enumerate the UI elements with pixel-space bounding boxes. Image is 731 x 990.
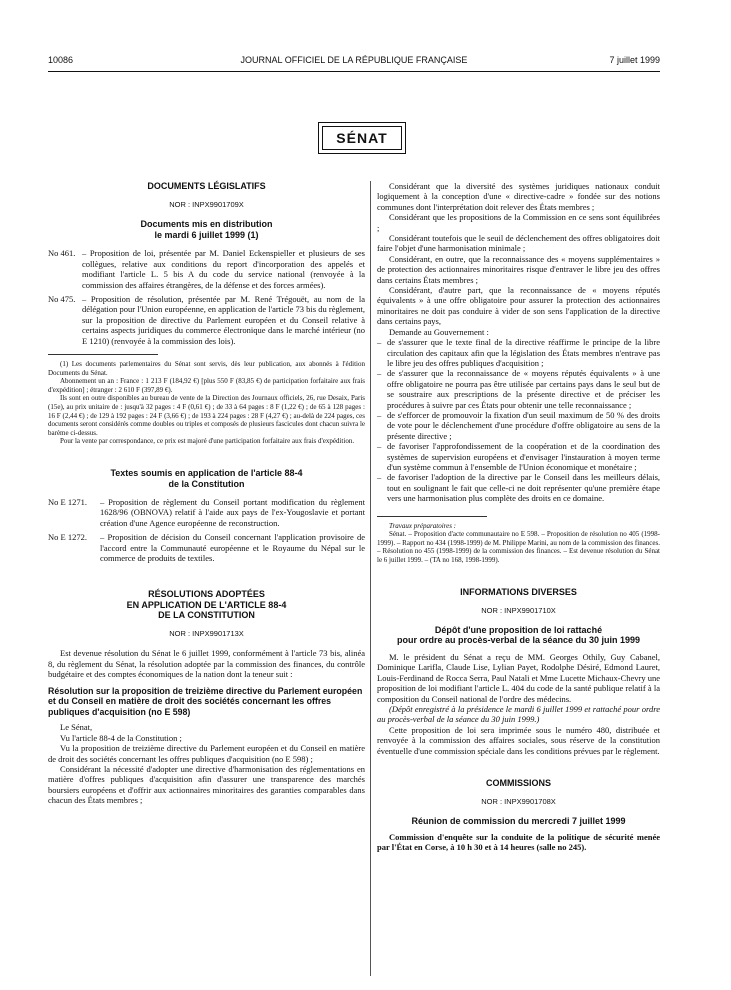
demande-intro: Demande au Gouvernement : <box>389 326 489 337</box>
resol-title-2: EN APPLICATION DE L'ARTICLE 88-4 <box>126 599 287 610</box>
considerant-para: Considérant, en outre, que la reconnaissance des « moyens supplémentaires » de protection des actionnaires minoritaires risque d'entraver le libre jeu des offres dans certains États membres ; <box>377 253 660 285</box>
reunion-title: Réunion de commission du mercredi 7 juillet 1999 <box>411 816 626 827</box>
resol-para: Vu l'article 88-4 de la Constitution ; <box>60 732 182 743</box>
distrib-title-2: le mardi 6 juillet 1999 (1) <box>154 229 259 240</box>
resol-para: Vu la proposition de treizième directive du Parlement européen et du Conseil en matière de droit des sociétés concernant les offres publiques d'acquisition (no E 598) ; <box>48 743 365 764</box>
page-number: 10086 <box>48 55 74 65</box>
demands-list <box>377 337 660 504</box>
footnote: Ils sont en outre disponibles au bureau de vente de la Direction des Journaux officiels, 26, rue Desaix, Paris (15e), au prix unitaire de : jusqu'à 32 pages : 4 F (0,61 €) ; de 33 à 64 pages : 8 F (1,22 €) ; de 65 à 128 pages : 16 F (2,44 €) ; de 129 à 192 pages : 24 F (3,66 €) ; de 193 à 224 pages : 28 F (4,27 €) ; au-delà de 224 pages, ces documents seront considérés comme doubles ou triples et composés de plusieurs fascicules dont chacun suivra le barème ci-dessus. <box>48 394 365 437</box>
list-item: – de favoriser l'adoption de la directive par le Conseil dans les meilleurs délais, tout en soulignant le fait que celle-ci ne doit représenter qu'une première étape vers une harmonisation plus complète des droits en ce domaine. <box>377 472 660 504</box>
entry-number: No E 1271. <box>48 497 87 507</box>
resol-title-1: RÉSOLUTIONS ADOPTÉES <box>148 589 265 600</box>
resol-nor: NOR : INPX9901713X <box>169 628 244 638</box>
info-title: INFORMATIONS DIVERSES <box>460 586 577 597</box>
entry-number: No 475. <box>48 294 76 305</box>
document-entry <box>48 248 365 290</box>
document-entry <box>48 294 365 346</box>
resol-para: Le Sénat, <box>60 722 93 733</box>
list-item: – de s'assurer que la reconnaissance de « moyens réputés équivalents » à une offre obligatoire ne pourra pas être utilisée par certains pays dans le seul but de se soustraire aux prescriptions de la présente directive et de préciser les procédures à suivre par ces États pour obtenir une telle reconnaissance ; <box>377 368 660 410</box>
issue-date: 7 juillet 1999 <box>609 55 660 65</box>
depot-para: M. le président du Sénat a reçu de MM. Georges Othily, Guy Cabanel, Dominique Larifla, Claude Lise, Lylian Payet, Rodolphe Désiré, Edmond Lauret, Louis-Ferdinand de Rocca Serra, Paul Natali et Mme Lucette Michaux-Chevry une proposition de loi modifiant l'article L. 404 du code de la santé publique relatif à la composition du Conseil national de l'ordre des médecins. <box>377 651 661 704</box>
prep-rule <box>377 516 487 517</box>
prep-label: Travaux préparatoires : <box>389 521 457 530</box>
footnote: (1) Les documents parlementaires du Sénat sont servis, dès leur publication, aux abonnés à l'édition Documents du Sénat. <box>48 360 365 377</box>
considerant-para: Considérant que les propositions de la Commission en ce sens sont équilibrées ; <box>377 212 660 233</box>
docs-nor: NOR : INPX9901709X <box>169 200 244 209</box>
comm-title: COMMISSIONS <box>485 778 551 789</box>
textes-entry <box>48 497 365 528</box>
resol-title-3: DE LA CONSTITUTION <box>158 610 255 621</box>
entry-text: – Proposition de loi, présentée par M. Daniel Eckenspieller et plusieurs de ses collègues, relative aux conditions du report d'incorporation des appelés et modifiant l'article L. 5 bis A du code du service national (renvoyée à la commission des affaires étrangères, de la défense et des forces armées). <box>82 248 365 290</box>
textes-title-2: de la Constitution <box>168 478 245 489</box>
left-column <box>48 181 365 806</box>
journal-title: JOURNAL OFFICIEL DE LA RÉPUBLIQUE FRANÇAISE <box>240 55 468 65</box>
page-header <box>48 55 660 69</box>
list-item: – de s'efforcer de promouvoir la fixation d'un seuil maximum de 50 % des droits de vote pour le déclenchement d'une procédure d'offre obligatoire au sens de la présente directive ; <box>377 409 660 441</box>
depot-para: Cette proposition de loi sera imprimée sous le numéro 480, distribuée et renvoyée à la commission des affaires sociales, sous réserve de la constitution éventuelle d'une commission spéciale dans les conditions prévues par le règlement. <box>377 724 660 756</box>
entry-text: – Proposition de résolution, présentée par M. René Trégouët, au nom de la délégation pour l'Union européenne, en application de l'article 73 bis du règlement, sur la proposition de directive du Parlement européen et du Conseil relative à certains aspects juridiques du commerce électronique dans le marché intérieur (no E 1210) (renvoyée à la commission des lois). <box>82 294 365 346</box>
depot-title-1: Dépôt d'une proposition de loi rattaché <box>434 624 603 635</box>
footnote-rule <box>48 354 158 355</box>
distrib-title-1: Documents mis en distribution <box>140 219 273 230</box>
entry-text: – Proposition de décision du Conseil concernant l'application provisoire de l'accord entre la Communauté européenne et le Royaume du Népal sur le commerce de produits de textiles. <box>100 532 365 564</box>
docs-title: DOCUMENTS LÉGISLATIFS <box>147 181 266 191</box>
reunion-text: Commission d'enquête sur la conduite de la politique de sécurité menée par l'État en Corse, à 10 h 30 et à 14 heures (salle no 245). <box>377 831 660 853</box>
senat-box <box>318 122 406 154</box>
header-rule <box>48 71 660 72</box>
senat-label: SÉNAT <box>322 126 402 150</box>
textes-entry <box>48 532 365 563</box>
considerant-para: Considérant que la diversité des systèmes juridiques nationaux conduit logiquement à la conception d'une « directive-cadre » fondée sur des notions communes dont l'interprétation doit relever des États membres ; <box>377 181 660 212</box>
considerant-para: Considérant toutefois que le seuil de déclenchement des offres obligatoires doit faire l'objet d'une harmonisation minimale ; <box>377 233 660 254</box>
column-divider <box>370 181 371 976</box>
info-nor: NOR : INPX9901710X <box>481 605 556 615</box>
comm-nor: NOR : INPX9901708X <box>481 797 556 807</box>
right-column <box>377 181 660 853</box>
resol-intro: Est devenue résolution du Sénat le 6 juillet 1999, conformément à l'article 73 bis, alinéa 8, du règlement du Sénat, la résolution adoptée par la commission des finances, du contrôle budgétaire et des comptes économiques de la nation dont la teneur suit : <box>48 648 365 680</box>
list-item: – de s'assurer que le texte final de la directive réaffirme le principe de la libre circulation des capitaux afin que la législation des États membres n'entrave pas le libre jeu des offres publiques d'acquisition ; <box>377 337 660 368</box>
considerant-para: Considérant, d'autre part, que la reconnaissance de « moyens réputés équivalents » à une offre obligatoire pour assurer la protection des actionnaires minoritaires ne doit pas conduire à vider de son sens l'application de la directive dans certains pays, <box>377 285 660 327</box>
depot-para: (Dépôt enregistré à la présidence le mardi 6 juillet 1999 et rattaché pour ordre au procès-verbal de la séance du 30 juin 1999.) <box>377 704 660 725</box>
list-item: – de favoriser l'approfondissement de la coopération et de la coordination des systèmes de supervision européens et d'envisager l'instauration à moyen terme d'un système commun à l'ensemble de l'Union économique et monétaire ; <box>377 441 660 472</box>
textes-title-1: Textes soumis en application de l'article 88-4 <box>110 468 303 478</box>
resol-heading: Résolution sur la proposition de treizième directive du Parlement européen et du Conseil en matière de droit des sociétés concernant les offres publiques d'acquisition (no E 598) <box>48 685 363 717</box>
footnote: Pour la vente par correspondance, ce prix est majoré d'une participation forfaitaire aux frais d'expédition. <box>60 437 355 446</box>
prep-text: Sénat. – Proposition d'acte communautaire no E 598. – Proposition de résolution no 405 (1998-1999). – Rapport no 434 (1998-1999) de M. Philippe Marini, au nom de la commission des finances. – Résolution no 455 (1998-1999) de la commission des finances. – Est devenue résolution du Sénat le 6 juillet 1999. – (TA no 168, 1998-1999). <box>377 530 660 564</box>
depot-title-2: pour ordre au procès-verbal de la séance du 30 juin 1999 <box>396 635 641 646</box>
entry-number: No E 1272. <box>48 532 87 543</box>
footnote: Abonnement un an : France : 1 213 F (184,92 €) [plus 550 F (83,85 €) de participation forfaitaire aux frais d'expédition] ; étranger : 2 610 F (397,89 €). <box>48 377 365 394</box>
resol-para: Considérant la nécessité d'adopter une directive d'harmonisation des réglementations en matière d'offres publiques d'acquisition afin d'assurer une transparence des marchés boursiers européens et d'offrir aux actionnaires minoritaires des garanties comparables dans chacun des États membres ; <box>48 763 365 806</box>
entry-text: – Proposition de règlement du Conseil portant modification du règlement 1628/96 (OBNOVA) relatif à l'aide aux pays de l'ex-Yougoslavie et portant création d'une Agence européenne de reconstruction. <box>100 497 365 528</box>
entry-number: No 461. <box>48 248 76 259</box>
